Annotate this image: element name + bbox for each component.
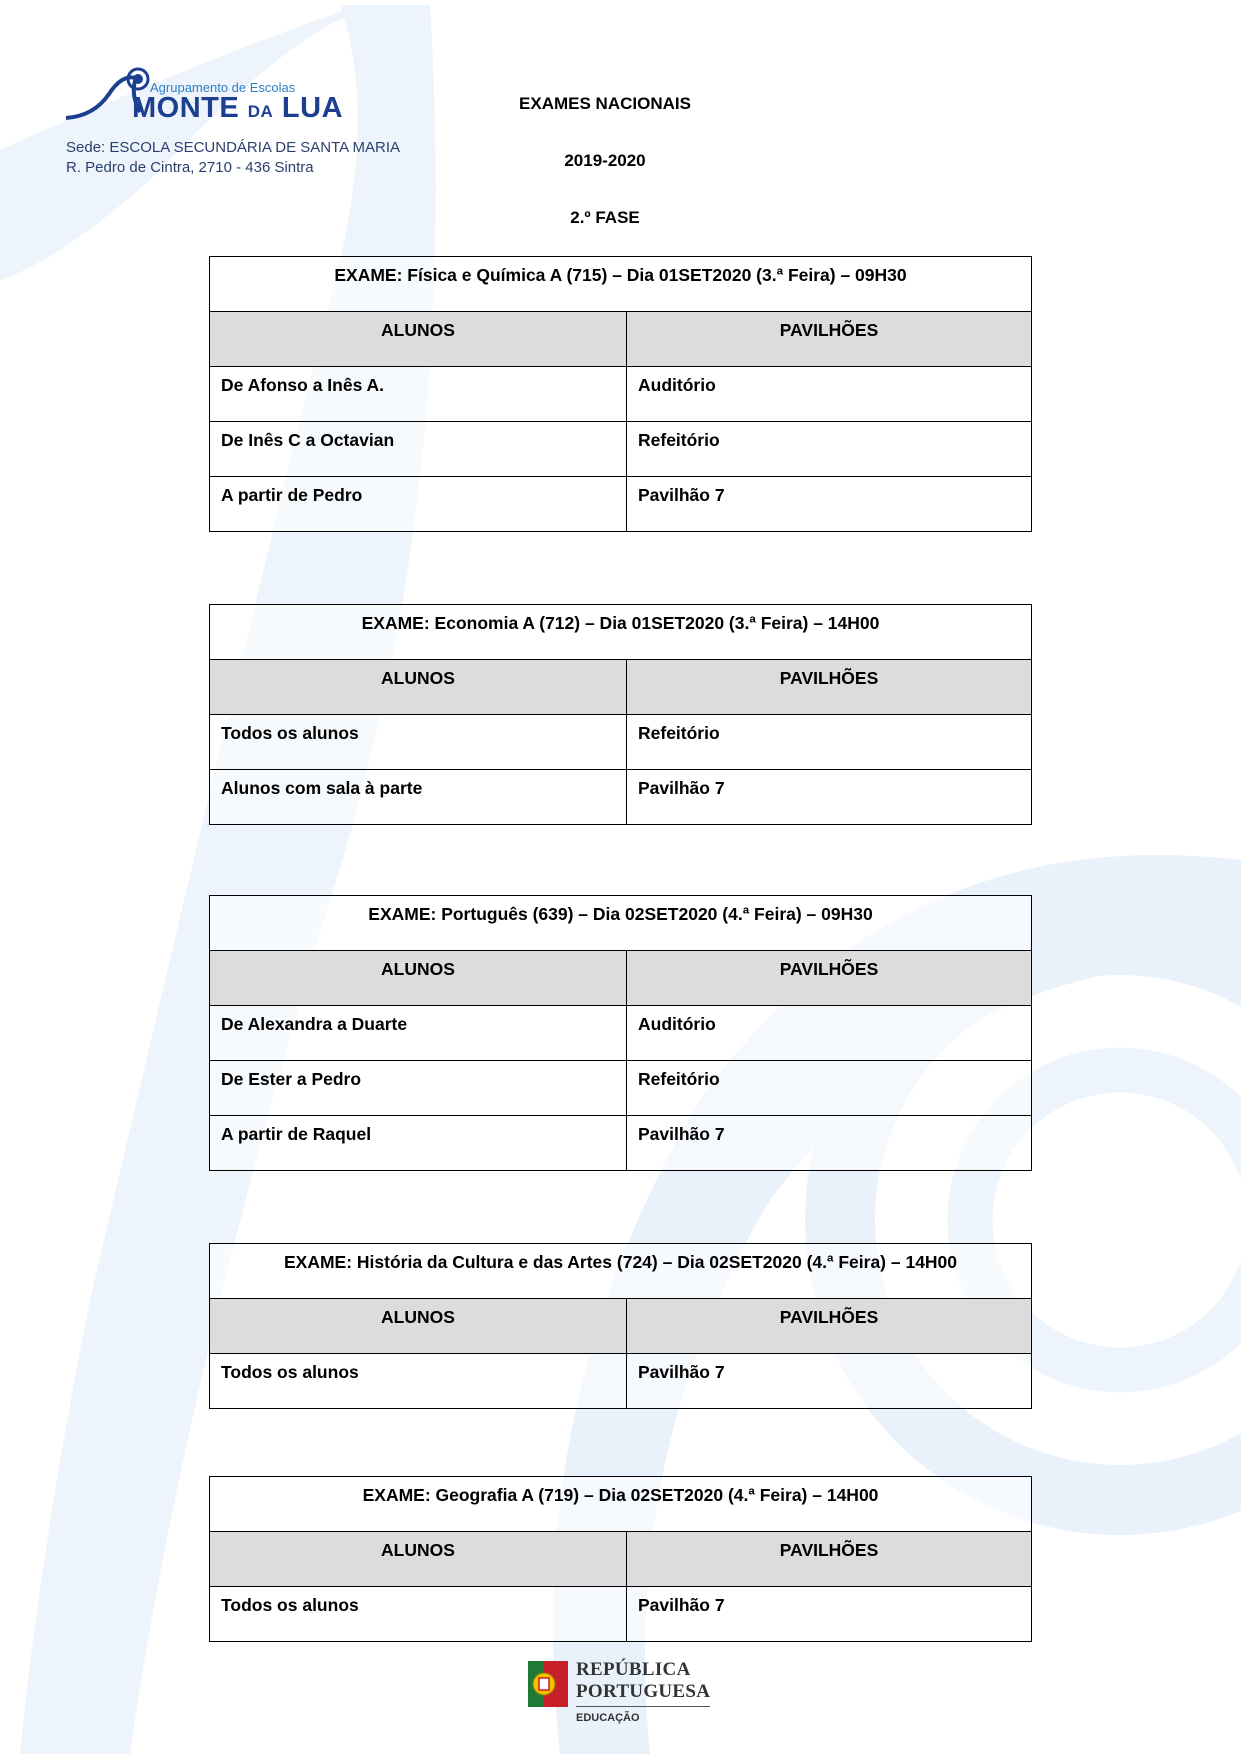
students-cell: Todos os alunos bbox=[210, 1587, 627, 1642]
exam-title: EXAME: História da Cultura e das Artes (724) – Dia 02SET2020 (4.ª Feira) – 14H00 bbox=[210, 1244, 1032, 1299]
exam-title: EXAME: Português (639) – Dia 02SET2020 (4.ª Feira) – 09H30 bbox=[210, 896, 1032, 951]
pavilion-cell: Refeitório bbox=[627, 1061, 1032, 1116]
students-cell: A partir de Raquel bbox=[210, 1116, 627, 1171]
column-header-students: ALUNOS bbox=[210, 1299, 627, 1354]
table-row bbox=[210, 477, 1032, 532]
column-header-pavilions: PAVILHÕES bbox=[627, 312, 1032, 367]
government-logo bbox=[526, 1655, 716, 1730]
students-cell: Todos os alunos bbox=[210, 1354, 627, 1409]
pavilion-cell: Pavilhão 7 bbox=[627, 1354, 1032, 1409]
footer-line2: PORTUGUESA bbox=[576, 1681, 711, 1702]
table-row bbox=[210, 1354, 1032, 1409]
students-cell: Todos os alunos bbox=[210, 715, 627, 770]
table-row bbox=[210, 1587, 1032, 1642]
school-year: 2019-2020 bbox=[564, 151, 646, 170]
column-header-pavilions: PAVILHÕES bbox=[627, 660, 1032, 715]
pavilion-cell: Pavilhão 7 bbox=[627, 1587, 1032, 1642]
logo-name-part1: MONTE bbox=[132, 92, 240, 124]
exam-title: EXAME: Economia A (712) – Dia 01SET2020 (3.ª Feira) – 14H00 bbox=[210, 605, 1032, 660]
exam-table bbox=[209, 604, 1032, 825]
column-header-students: ALUNOS bbox=[210, 312, 627, 367]
exam-table bbox=[209, 895, 1032, 1171]
exam-table bbox=[209, 256, 1032, 532]
logo-name-part3: LUA bbox=[281, 92, 344, 124]
exam-title: EXAME: Física e Química A (715) – Dia 01SET2020 (3.ª Feira) – 09H30 bbox=[210, 257, 1032, 312]
students-cell: De Alexandra a Duarte bbox=[210, 1006, 627, 1061]
table-row bbox=[210, 770, 1032, 825]
pavilion-cell: Pavilhão 7 bbox=[627, 477, 1032, 532]
pavilion-cell: Auditório bbox=[627, 1006, 1032, 1061]
column-header-pavilions: PAVILHÕES bbox=[627, 1299, 1032, 1354]
exam-title: EXAME: Geografia A (719) – Dia 02SET2020 (4.ª Feira) – 14H00 bbox=[210, 1477, 1032, 1532]
exam-table bbox=[209, 1243, 1032, 1409]
students-cell: Alunos com sala à parte bbox=[210, 770, 627, 825]
footer-line1: REPÚBLICA bbox=[576, 1659, 691, 1680]
exam-table bbox=[209, 1476, 1032, 1642]
students-cell: De Ester a Pedro bbox=[210, 1061, 627, 1116]
table-row bbox=[210, 422, 1032, 477]
portugal-emblem-icon bbox=[526, 1657, 570, 1711]
document-title: EXAMES NACIONAIS bbox=[519, 94, 691, 113]
footer-divider bbox=[576, 1706, 710, 1707]
logo-sede: Sede: ESCOLA SECUNDÁRIA DE SANTA MARIA bbox=[66, 139, 400, 156]
table-row bbox=[210, 715, 1032, 770]
exam-phase: 2.º FASE bbox=[570, 208, 640, 227]
column-header-pavilions: PAVILHÕES bbox=[627, 951, 1032, 1006]
logo-address: R. Pedro de Cintra, 2710 - 436 Sintra bbox=[66, 159, 314, 176]
school-logo bbox=[64, 64, 404, 184]
column-header-students: ALUNOS bbox=[210, 1532, 627, 1587]
pavilion-cell: Refeitório bbox=[627, 715, 1032, 770]
footer-line3: EDUCAÇÃO bbox=[576, 1712, 640, 1724]
pavilion-cell: Refeitório bbox=[627, 422, 1032, 477]
pavilion-cell: Pavilhão 7 bbox=[627, 770, 1032, 825]
column-header-students: ALUNOS bbox=[210, 660, 627, 715]
pavilion-cell: Pavilhão 7 bbox=[627, 1116, 1032, 1171]
students-cell: De Inês C a Octavian bbox=[210, 422, 627, 477]
students-cell: De Afonso a Inês A. bbox=[210, 367, 627, 422]
column-header-students: ALUNOS bbox=[210, 951, 627, 1006]
column-header-pavilions: PAVILHÕES bbox=[627, 1532, 1032, 1587]
students-cell: A partir de Pedro bbox=[210, 477, 627, 532]
table-row bbox=[210, 1006, 1032, 1061]
pavilion-cell: Auditório bbox=[627, 367, 1032, 422]
table-row bbox=[210, 367, 1032, 422]
table-row bbox=[210, 1116, 1032, 1171]
logo-subtitle: Agrupamento de Escolas bbox=[150, 80, 296, 95]
table-row bbox=[210, 1061, 1032, 1116]
logo-name bbox=[132, 92, 343, 125]
logo-name-part2: DA bbox=[247, 102, 274, 121]
